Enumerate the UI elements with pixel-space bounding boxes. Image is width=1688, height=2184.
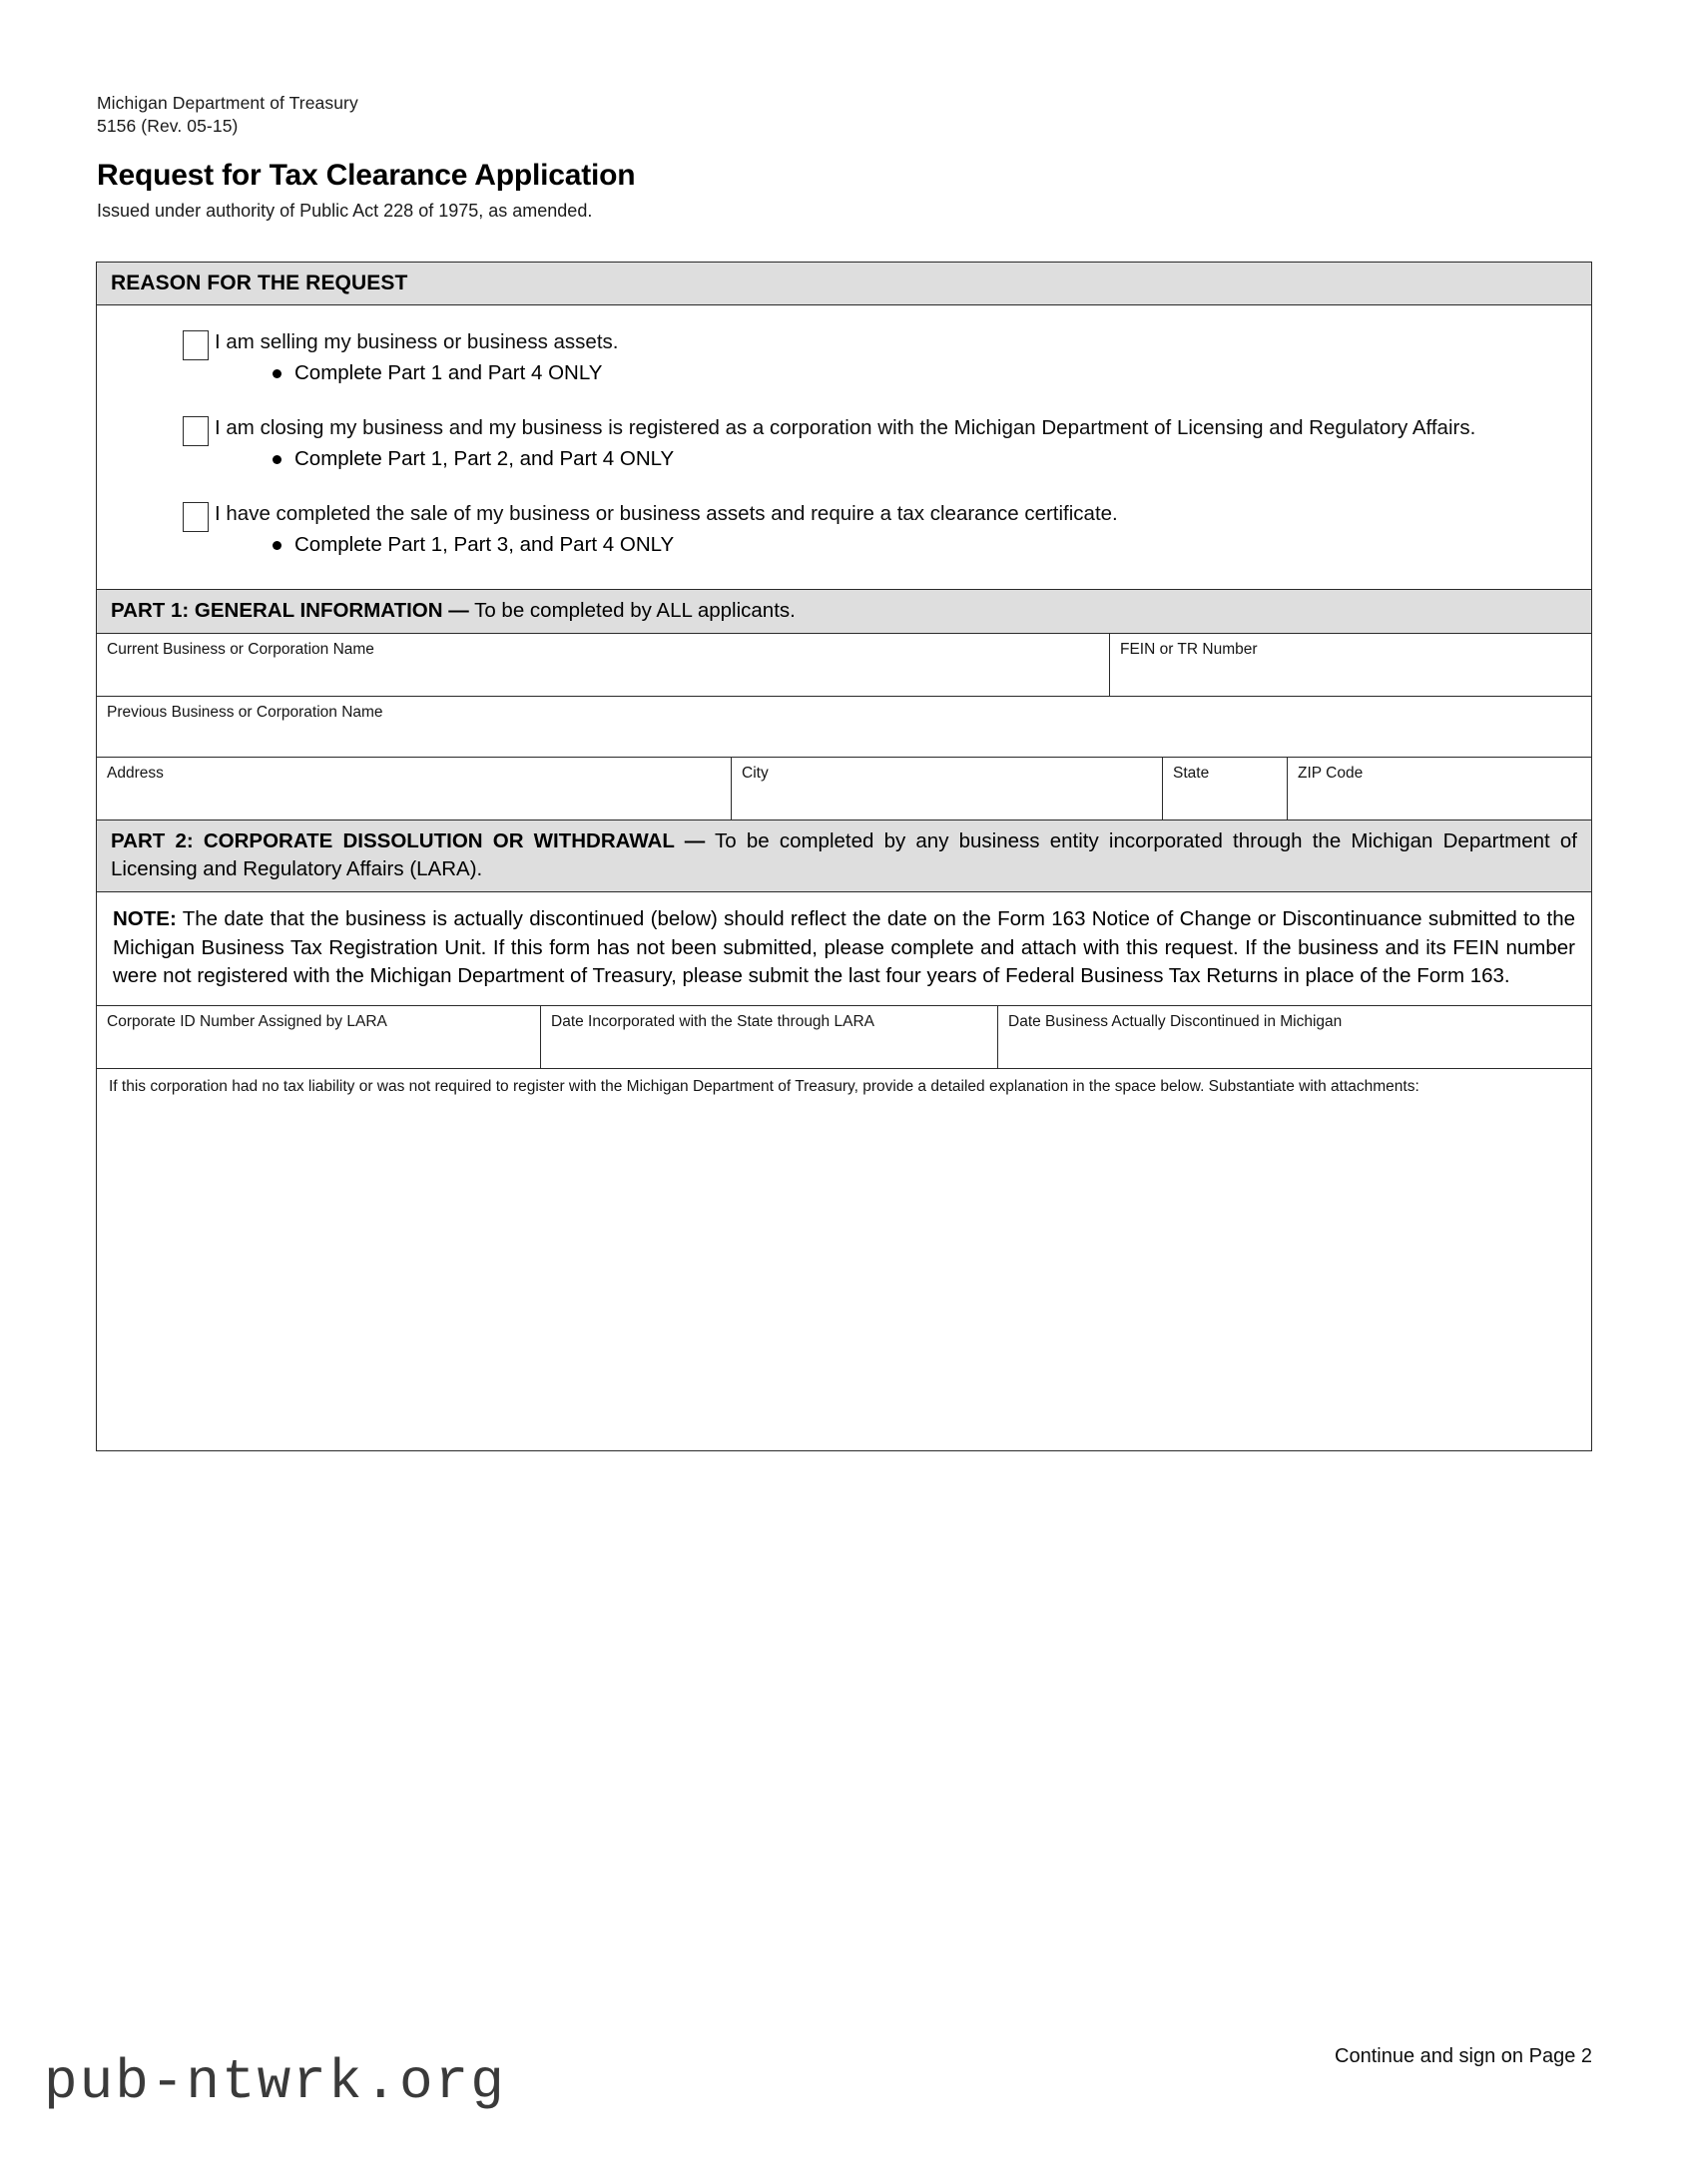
field-label: Address — [107, 765, 164, 782]
note-body: The date that the business is actually discontinued (below) should reflect the date on the Form 163 Notice of Change or Discontinuance submitted to the Michigan Business Tax Registration Unit. If this form has not been submitted, please complete and attach with this request. If the business and its FEIN number were not registered with the Michigan Department of Treasury, please submit the last four years of Federal Business Tax Returns in place of the Form 163. — [113, 907, 1575, 987]
part2-heading-rest: To be completed by any business entity incorporated through the Michigan Department of Licensing and Regulatory Affairs (LARA). — [111, 829, 1578, 880]
part2-section-header — [97, 820, 1591, 892]
part2-note-block — [97, 892, 1591, 1006]
field-label: FEIN or TR Number — [1120, 641, 1258, 658]
reason-option-instruction: Complete Part 1 and Part 4 ONLY — [294, 361, 603, 384]
reason-options-group — [97, 305, 1591, 590]
bullet-icon — [273, 541, 281, 550]
statutory-authority-line: Issued under authority of Public Act 228 of 1975, as amended. — [97, 201, 593, 221]
checkbox-closing-business[interactable] — [183, 416, 209, 446]
field-corporate-id-number[interactable] — [97, 1006, 541, 1068]
reason-option-instruction: Complete Part 1, Part 3, and Part 4 ONLY — [294, 533, 675, 556]
bullet-icon — [273, 455, 281, 464]
field-date-incorporated[interactable] — [541, 1006, 998, 1068]
part1-heading — [111, 597, 1577, 625]
part2-note — [113, 905, 1575, 991]
reason-option-closing-corporation[interactable] — [97, 413, 1591, 473]
reason-option-instruction-row — [215, 358, 1561, 387]
reason-option-instruction: Complete Part 1, Part 2, and Part 4 ONLY — [294, 447, 675, 470]
reason-option-label: I am closing my business and my business is registered as a corporation with the Michigan Department of Licensing and Regulatory Affairs. — [215, 416, 1476, 439]
field-label: Previous Business or Corporation Name — [107, 704, 383, 721]
reason-option-instruction-row — [215, 530, 1561, 559]
form-body — [96, 262, 1592, 1451]
field-state[interactable] — [1163, 758, 1288, 819]
field-label: City — [742, 765, 769, 782]
reason-section-title: REASON FOR THE REQUEST — [111, 272, 408, 294]
part2-row-corporate-dates — [97, 1006, 1591, 1069]
reason-option-label: I am selling my business or business assets. — [215, 330, 619, 353]
watermark: pub-ntwrk.org — [44, 2050, 506, 2114]
checkbox-completed-sale[interactable] — [183, 502, 209, 532]
field-zip-code[interactable] — [1288, 758, 1591, 819]
part2-heading-bold: PART 2: CORPORATE DISSOLUTION OR WITHDRAWAL — — [111, 829, 706, 852]
field-label: Corporate ID Number Assigned by LARA — [107, 1012, 387, 1030]
continue-note: Continue and sign on Page 2 — [1335, 2045, 1592, 2067]
part2-heading — [111, 827, 1577, 883]
field-address[interactable] — [97, 758, 732, 819]
field-label: State — [1173, 765, 1210, 782]
explanation-prompt: If this corporation had no tax liability or was not required to register with the Michigan Department of Treasury, provide a detailed explanation in the space below. Substantiate with attachments: — [109, 1077, 1419, 1095]
field-previous-business-name[interactable] — [97, 697, 1591, 757]
reason-option-instruction-row — [215, 444, 1561, 473]
reason-option-completed-sale[interactable] — [97, 499, 1591, 559]
part1-heading-bold: PART 1: GENERAL INFORMATION — — [111, 599, 469, 622]
bullet-icon — [273, 369, 281, 378]
part1-row-previous-name — [97, 697, 1591, 758]
part1-section-header — [97, 590, 1591, 634]
field-label: Date Business Actually Discontinued in Michigan — [1008, 1012, 1343, 1030]
field-label: Current Business or Corporation Name — [107, 641, 374, 658]
form-revision-number: 5156 (Rev. 05-15) — [97, 116, 239, 136]
part1-row-names — [97, 634, 1591, 697]
part1-heading-rest: To be completed by ALL applicants. — [468, 599, 796, 622]
masthead — [97, 92, 1095, 223]
note-label: NOTE: — [113, 907, 177, 930]
field-label: ZIP Code — [1298, 765, 1364, 782]
field-current-business-name[interactable] — [97, 634, 1110, 696]
field-label: Date Incorporated with the State through LARA — [551, 1012, 874, 1030]
field-city[interactable] — [732, 758, 1163, 819]
page-title: Request for Tax Clearance Application — [97, 159, 636, 192]
field-date-discontinued[interactable] — [998, 1006, 1591, 1068]
part2-explanation-area[interactable] — [97, 1069, 1591, 1450]
reason-section-header — [97, 263, 1591, 305]
reason-option-selling[interactable] — [97, 327, 1591, 387]
agency-name: Michigan Department of Treasury — [97, 93, 358, 113]
field-fein-or-tr-number[interactable] — [1110, 634, 1591, 696]
reason-option-label: I have completed the sale of my business or business assets and require a tax clearance certificate. — [215, 502, 1118, 525]
checkbox-selling-business[interactable] — [183, 330, 209, 360]
part1-row-address — [97, 758, 1591, 820]
